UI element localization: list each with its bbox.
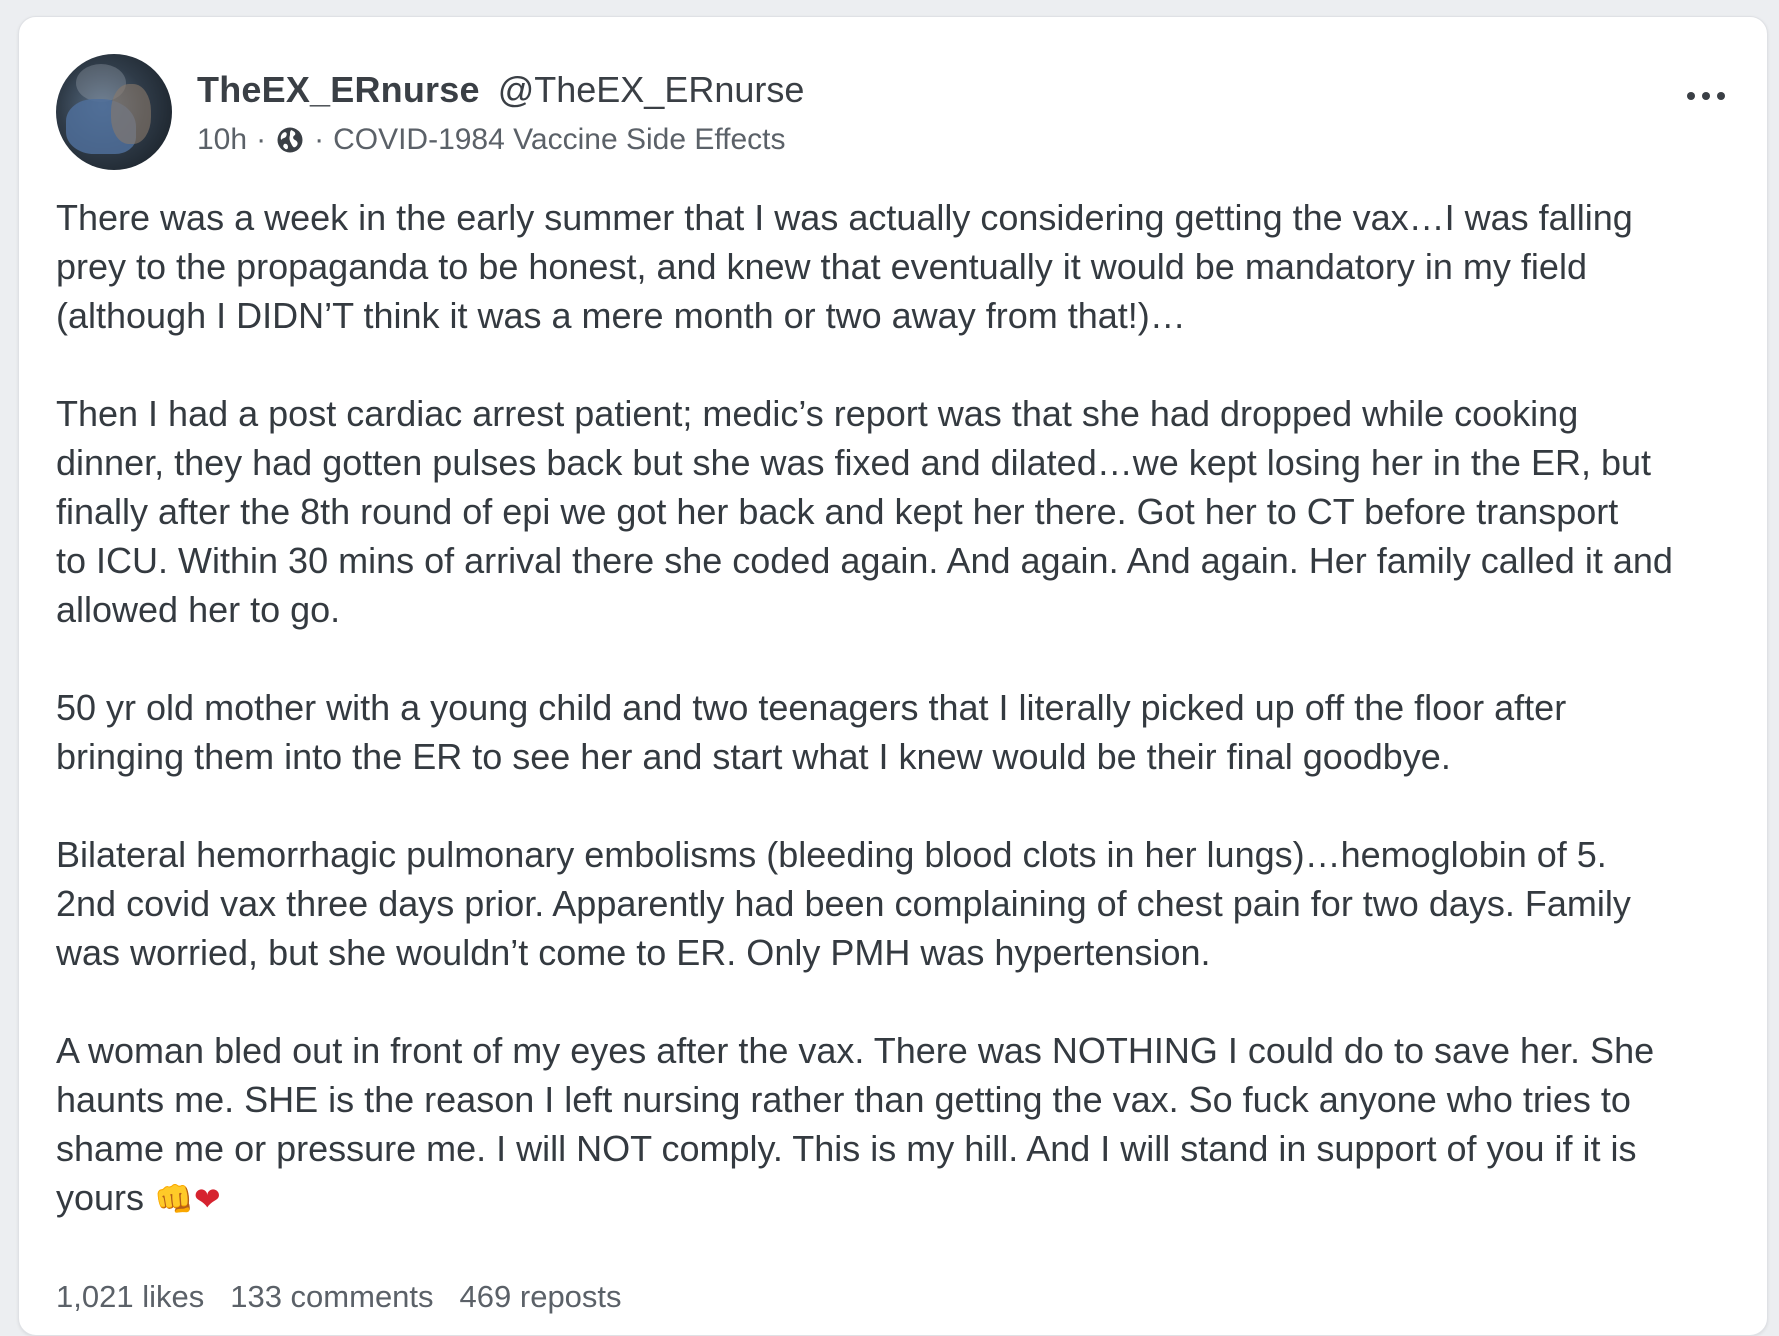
- post-paragraph: [56, 683, 1756, 781]
- post-line: Bilateral hemorrhagic pulmonary embolisms (bleeding blood clots in her lungs)…hemoglobin of 5.: [56, 834, 1607, 875]
- more-options-dot: [1717, 92, 1725, 100]
- post-stats: [56, 1279, 622, 1315]
- post-line: to ICU. Within 30 mins of arrival there she coded again. And again. And again. Her family called it and: [56, 540, 1673, 581]
- post-time[interactable]: 10h: [197, 123, 248, 156]
- post-line: allowed her to go.: [56, 589, 341, 630]
- heart-icon: ❤: [193, 1180, 221, 1218]
- post-line: shame me or pressure me. I will NOT comply. This is my hill. And I will stand in support of you if it is: [56, 1128, 1637, 1169]
- post-line: finally after the 8th round of epi we got her back and kept her there. Got her to CT before transport: [56, 491, 1619, 532]
- globe-icon: [275, 125, 305, 155]
- post-paragraph: [56, 830, 1756, 977]
- post-line: Then I had a post cardiac arrest patient; medic’s report was that she had dropped while cooking: [56, 393, 1579, 434]
- likes-count[interactable]: 1,021 likes: [56, 1279, 205, 1314]
- post-body: [56, 193, 1756, 1224]
- more-options-dot: [1687, 92, 1695, 100]
- comments-count[interactable]: 133 comments: [230, 1279, 434, 1314]
- post-meta: [197, 123, 786, 157]
- post-line: yours: [56, 1177, 145, 1218]
- group-name[interactable]: COVID-1984 Vaccine Side Effects: [333, 123, 786, 156]
- author-row: [197, 69, 804, 111]
- post-line: dinner, they had gotten pulses back but she was fixed and dilated…we kept losing her in the ER, but: [56, 442, 1652, 483]
- post-line: 2nd covid vax three days prior. Apparently had been complaining of chest pain for two days. Family: [56, 883, 1631, 924]
- post-line: prey to the propaganda to be honest, and knew that eventually it would be mandatory in my field: [56, 246, 1587, 287]
- reposts-count[interactable]: 469 reposts: [459, 1279, 622, 1314]
- avatar[interactable]: [56, 54, 172, 170]
- post-line: (although I DIDN’T think it was a mere month or two away from that!)…: [56, 295, 1186, 336]
- post-paragraph: [56, 1026, 1756, 1224]
- avatar-arm: [111, 84, 151, 144]
- post-line: haunts me. SHE is the reason I left nursing rather than getting the vax. So fuck anyone who tries to: [56, 1079, 1631, 1120]
- post-line: bringing them into the ER to see her and start what I knew would be their final goodbye.: [56, 736, 1451, 777]
- fist-bump-icon: 👊: [154, 1180, 194, 1218]
- more-options-button[interactable]: [1679, 83, 1733, 109]
- post-line: 50 yr old mother with a young child and two teenagers that I literally picked up off the floor after: [56, 687, 1567, 728]
- more-options-dot: [1702, 92, 1710, 100]
- post-card: [18, 16, 1768, 1336]
- post-line: A woman bled out in front of my eyes after the vax. There was NOTHING I could do to save her. She: [56, 1030, 1655, 1071]
- author-handle[interactable]: @TheEX_ERnurse: [497, 69, 805, 110]
- post-line: There was a week in the early summer that I was actually considering getting the vax…I was falling: [56, 197, 1633, 238]
- post-paragraph: [56, 193, 1756, 340]
- author-display-name[interactable]: TheEX_ERnurse: [197, 69, 480, 110]
- meta-separator: ·: [314, 123, 325, 156]
- post-paragraph: [56, 389, 1756, 634]
- meta-separator: ·: [256, 123, 267, 156]
- post-line: was worried, but she wouldn’t come to ER. Only PMH was hypertension.: [56, 932, 1211, 973]
